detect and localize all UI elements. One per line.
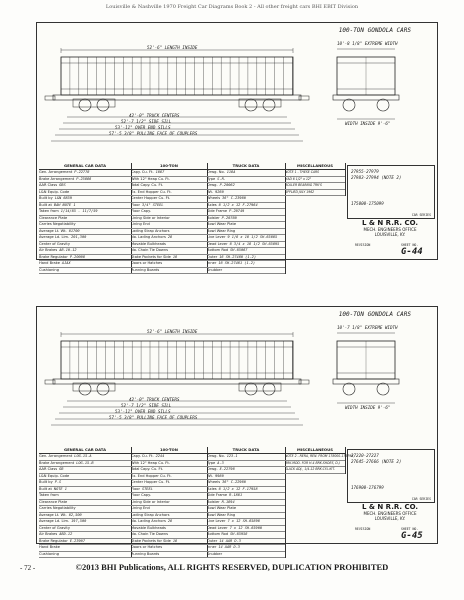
row-value: 14 AAR D-3 [218, 545, 240, 549]
row-value: 118A [226, 170, 236, 174]
row-value: 18 [172, 538, 178, 543]
row-label: With 12" Heap Cu. Ft. [131, 460, 170, 465]
row-label: Drwg. [207, 467, 218, 471]
sheet-number: G-44 [401, 247, 423, 257]
row-label: Total Capy. Cu. Ft. [131, 467, 164, 471]
table-column [131, 447, 208, 558]
row-value: P-20006 [69, 254, 85, 259]
row-label: Built at [39, 202, 52, 207]
row-value: 16 SH-27481 (1-2) [218, 261, 256, 265]
company-line: LOUISVILLE, KY. [374, 232, 406, 237]
row-label: Bolster [207, 499, 220, 504]
row-value: GBS [59, 183, 66, 187]
row-label: Gen. Arrangement [39, 170, 73, 174]
row-value: 9 1/8 x 16 1/2 SH-65665 [227, 235, 278, 239]
truck-centers-dim: 42'-0" TRUCK CENTERS [129, 397, 180, 402]
row-label: L&N Equip. Code [39, 189, 70, 194]
company-box [347, 503, 433, 521]
row-label: Brake Regulator [39, 538, 68, 543]
row-label: Bowl Wear Plate [207, 222, 237, 226]
company-line: LOUISVILLE, KY. [374, 516, 406, 521]
truck-centers-dim: 42'-0" TRUCK CENTERS [129, 113, 180, 118]
width-inside-dim: WIDTH INSIDE 9'-6" [345, 121, 391, 126]
car-series-label: CAR SERIES [411, 213, 431, 217]
row-label: Movable Bulkheads [131, 241, 166, 246]
row-label: Bowl Wear Plate [207, 506, 237, 510]
row-value: P-S [54, 480, 62, 484]
row-label: Bolster [207, 215, 220, 220]
row-value: 6 3/4 x 16 1/2 SH-65695 [229, 241, 280, 246]
row-value: 9260 [215, 189, 224, 194]
row-label: Inner [207, 261, 217, 265]
row-label: Outer [207, 538, 218, 543]
row-value: 123-1 [226, 454, 238, 458]
row-label: Drwg. No. [207, 170, 225, 174]
miscellaneous-column [285, 163, 346, 196]
row-label: Capy. Cu. Ft. [131, 454, 154, 458]
car-number: 175000-175099 [351, 201, 384, 206]
row-label: Center of Gravity [39, 525, 70, 530]
row-label: Lining End [131, 506, 150, 510]
row-value: 36" C-23960 [222, 196, 246, 200]
row-value: 61700 [68, 228, 80, 233]
copyright-footer: ©2013 BHI Publications, ALL RIGHTS RESERVED, DUPLICATION PROHIBITED [75, 562, 389, 572]
company-line: MECH. ENGINEERS OFFICE [363, 227, 417, 232]
row-value: 36" C-22960 [222, 480, 246, 484]
row-label: L&N Equip. Code [39, 473, 70, 478]
row-value: P-20760 [221, 215, 237, 220]
row-value: 28 [167, 235, 173, 239]
row-value: P-20062 [219, 183, 235, 187]
note-line: ROLLER BEARING TRK'S [285, 183, 345, 190]
row-label: Ex. End Hopper Cu. Ft. [131, 189, 172, 194]
row-value: BAH NOTE 1 [53, 202, 76, 207]
row-label: Center of Gravity [39, 241, 70, 246]
miscellaneous-column [285, 447, 355, 474]
column-header: MISCELLANEOUS [285, 447, 345, 454]
row-label: Running Boards [131, 267, 160, 272]
row-label: Brake Regulator [39, 254, 68, 259]
row-value: ABD-12 [59, 532, 73, 536]
row-value: AB-10-12 [59, 248, 77, 252]
row-label: Ex. End Hopper Cu. Ft. [131, 473, 172, 478]
car-series-label: CAR SERIES [411, 497, 431, 501]
column-header: MISCELLANEOUS [285, 163, 345, 170]
row-value: NOTE 1 [53, 486, 67, 491]
row-label: Live Lever [207, 519, 226, 523]
row-value: 1/14/65 - 11/7/59 [60, 209, 98, 213]
sheet-no-label: SHEET NO. [401, 243, 419, 247]
note-line: HAD 6 1/2" x 12" [285, 177, 345, 184]
row-label: Hand Brake [39, 261, 60, 265]
length-inside-dim: 52'-6" LENGTH INSIDE [147, 45, 198, 50]
pulling-face-dim: 57'-5 3/8" PULLING FACE OF COUPLERS [109, 415, 198, 420]
extreme-width-dim: 10'-7 1/8" EXTREME WIDTH [337, 325, 398, 330]
row-label: Bottom Rod [207, 248, 229, 252]
revision-label: REVISION [355, 527, 371, 531]
row-label: Hand Brake [39, 545, 60, 549]
sheet-no-label: SHEET NO. [401, 527, 419, 531]
row-label: Bowl Wear Ring [207, 228, 236, 233]
row-label: Dead Lever [207, 525, 228, 530]
table-row [131, 268, 207, 275]
row-label: AAR Class [39, 467, 58, 471]
car-numbers-box [347, 165, 435, 219]
row-label: Built by [39, 196, 53, 200]
table-row [131, 552, 207, 559]
table-column [39, 163, 132, 274]
column-header: GENERAL CAR DATA [39, 163, 131, 170]
row-label: No. Lading Anchors [131, 519, 166, 523]
side-sill-dim: 52'-7 1/2" SIDE SILL [121, 403, 172, 408]
row-label: No. Lading Anchors [131, 235, 166, 239]
table-column [39, 447, 132, 558]
row-label: Axles [207, 486, 217, 491]
sheet-number: G-45 [401, 531, 423, 541]
row-label: Doors or Hatches [131, 545, 163, 549]
extreme-width-dim: 10'-8 1/8" EXTREME WIDTH [337, 41, 398, 46]
sheet-title: 100-TON GONDOLA CARS [338, 311, 411, 318]
row-label: Floor [131, 486, 140, 491]
row-value: S.R. [217, 176, 226, 181]
row-label: Bowl Wear Ring [207, 512, 236, 517]
row-label: Wheels [207, 196, 221, 200]
page-number: - 72 - [20, 564, 36, 572]
row-value: 201,300 [71, 235, 87, 239]
row-label: Wheels [207, 480, 221, 484]
note-line: SLACK ADJ., 1/4-12 BRK.CYL.KIT. [285, 467, 345, 474]
row-label: Cushioning [39, 551, 59, 556]
row-label: Running Boards [131, 551, 160, 556]
table-column [207, 447, 286, 558]
car-number: 27645-27666 (NOTE 2) [351, 459, 402, 464]
row-label: Side Frame [207, 209, 228, 213]
row-label: Snubber [207, 551, 223, 556]
row-label: Carries Negotiability [39, 506, 76, 510]
row-value: R-1894 [221, 499, 235, 504]
over-end-sills-dim: 53'-11" OVER END SILLS [115, 409, 171, 414]
row-value: E-22796 [219, 467, 235, 471]
row-label: Type [207, 460, 216, 465]
note-line: NOTE 2 - RERA, REN. FROM 178000-176799, [285, 454, 345, 461]
row-label: Floor [131, 202, 140, 207]
row-value: 62,500 [68, 512, 82, 517]
row-label: No. Chain Tie Downs [131, 248, 169, 252]
row-value: AJAX [61, 261, 71, 265]
row-label: Air Brakes [39, 248, 58, 252]
company-line: L & N R.R. CO. [361, 503, 419, 511]
row-value: P-20749 [229, 209, 245, 213]
row-label: Built by [39, 480, 53, 484]
row-label: Doors or Hatches [131, 261, 163, 265]
row-label: Side Frame [207, 493, 228, 497]
row-label: Lading Strap Anchors [131, 512, 170, 517]
car-number: 176900-176799 [351, 485, 384, 490]
diagram-sheet [36, 306, 438, 556]
row-value: R-1861 [229, 493, 243, 497]
note-line: NOTE 1 - THESE CARS [285, 170, 345, 177]
row-label: Clearance Plate [39, 215, 68, 220]
note-line: APPLIED JULY 1962 [285, 190, 345, 197]
row-value: 7 x 12 SH-65896 [227, 519, 260, 523]
row-label: Clearance Plate [39, 499, 68, 504]
row-label: Carries Negotiability [39, 222, 76, 226]
row-label: Drwg. [207, 183, 218, 187]
column-header: 100-TON [131, 163, 207, 170]
row-value: 7 x 12 SH-65900 [229, 525, 263, 530]
row-label: Lining Side or Interior [131, 215, 170, 220]
side-sill-dim: 52'-7 1/2" SIDE SILL [121, 119, 172, 124]
row-label: Taken from [39, 209, 59, 213]
row-label: Wt. [207, 473, 214, 478]
row-label: Movable Bulkheads [131, 525, 166, 530]
row-value: LOG-15-B [76, 460, 94, 465]
row-label: Lining Side or Interior [131, 499, 170, 504]
row-value: 3/4" STEEL [141, 202, 164, 207]
row-value: 1687 [155, 170, 165, 174]
row-value: 197,500 [71, 519, 87, 523]
row-value: SH-65067 [230, 248, 248, 252]
table-row [207, 552, 285, 559]
row-value: 6 1/2 x 12 F-27964 [218, 202, 258, 207]
company-box [347, 219, 433, 237]
row-label: Bottom Rod [207, 532, 229, 536]
row-label: Center Hopper Cu. Ft. [131, 196, 171, 200]
row-label: Inner [207, 545, 217, 549]
table-column [207, 163, 286, 274]
table-row [207, 268, 285, 275]
row-value: P-25686 [76, 176, 92, 181]
row-value: GB [59, 467, 64, 471]
diagram-sheet [36, 22, 438, 272]
row-value: E-23907 [69, 538, 85, 543]
row-label: Axles [207, 202, 217, 207]
row-label: Brake Arrangement [39, 176, 75, 181]
row-label: Floor Capy. [131, 493, 151, 497]
column-header: GENERAL CAR DATA [39, 447, 131, 454]
row-label: Live Lever [207, 235, 226, 239]
revision-label: REVISION [355, 243, 371, 247]
row-label: Gen. Arrangement [39, 454, 73, 458]
row-label: With 12" Heap Cu. Ft. [131, 176, 170, 181]
row-label: Average Ld. Lim. [39, 235, 70, 239]
table-column [131, 163, 208, 274]
row-value: 2244 [155, 454, 165, 458]
row-label: Type [207, 176, 216, 181]
row-label: Total Capy. Cu. Ft. [131, 183, 164, 187]
row-value: 9980 [215, 473, 224, 478]
row-label: Taken from [39, 493, 59, 497]
row-label: Lining End [131, 222, 150, 226]
over-end-sills-dim: 53'-11" OVER END SILLS [115, 125, 171, 130]
row-label: Outer [207, 254, 218, 259]
row-value: 16 [172, 254, 178, 259]
column-header: TRUCK DATA [207, 447, 285, 454]
row-label: Average Ld. Lim. [39, 519, 70, 523]
row-label: Stake Pockets for Side [131, 254, 171, 259]
page-header: Louisville & Nashville 1970 Freight Car Diagrams Book 2 - All other freight cars BHI EBIT Division [105, 4, 359, 10]
car-numbers-box [347, 449, 435, 503]
company-line: L & N R.R. CO. [361, 219, 419, 227]
row-label: Brake Arrangement [39, 460, 75, 465]
note-line: BRK.MOD. FOR H-4 BRK.SHOES, D-J [285, 461, 345, 468]
car-number: 27955-27979 [351, 169, 379, 174]
table-row [39, 268, 131, 275]
length-inside-dim: 52'-6" LENGTH INSIDE [147, 329, 198, 334]
row-value: 6 1/2 x 12 F-17958 [218, 486, 258, 491]
row-label: Lading Strap Anchors [131, 228, 170, 233]
row-value: 14 AAR D-3 [219, 538, 241, 543]
row-value: A-3 [217, 460, 224, 465]
row-label: Average Lt. Wt. [39, 228, 67, 233]
row-label: Average Lt. Wt. [39, 512, 67, 517]
row-label: Stake Pockets for Side [131, 538, 171, 543]
row-value: P-22778 [74, 170, 90, 174]
row-label: Wt. [207, 189, 214, 194]
row-label: No. Chain Tie Downs [131, 532, 169, 536]
row-label: Center Hopper Cu. Ft. [131, 480, 171, 484]
row-label: Snubber [207, 267, 223, 272]
row-label: Cushioning [39, 267, 59, 272]
row-value: L&N 6859 [54, 196, 73, 200]
row-label: Drwg. No. [207, 454, 225, 458]
row-value: 16 SH-27480 (1-2) [219, 254, 257, 259]
row-label: Floor Capy. [131, 209, 151, 213]
table-row [39, 552, 131, 559]
width-inside-dim: WIDTH INSIDE 9'-6" [345, 405, 391, 410]
row-value: STEEL [141, 486, 153, 491]
row-label: Dead Lever [207, 241, 228, 246]
column-header: 100-TON [131, 447, 207, 454]
row-value: SH-65958 [230, 532, 248, 536]
company-line: MECH. ENGINEERS OFFICE [363, 511, 417, 516]
row-label: Capy. Cu. Ft. [131, 170, 154, 174]
car-number: 27983-27994 (NOTE 2) [351, 175, 402, 180]
row-value: LOG-15-A [74, 454, 92, 458]
row-label: AAR Class [39, 183, 58, 187]
pulling-face-dim: 57'-5 3/8" PULLING FACE OF COUPLERS [109, 131, 198, 136]
row-value: 28 [167, 519, 173, 523]
sheet-title: 100-TON GONDOLA CARS [338, 27, 411, 34]
row-label: Built at [39, 486, 52, 491]
row-label: Air Brakes [39, 532, 58, 536]
car-number: 27220-27227 [351, 453, 379, 458]
column-header: TRUCK DATA [207, 163, 285, 170]
